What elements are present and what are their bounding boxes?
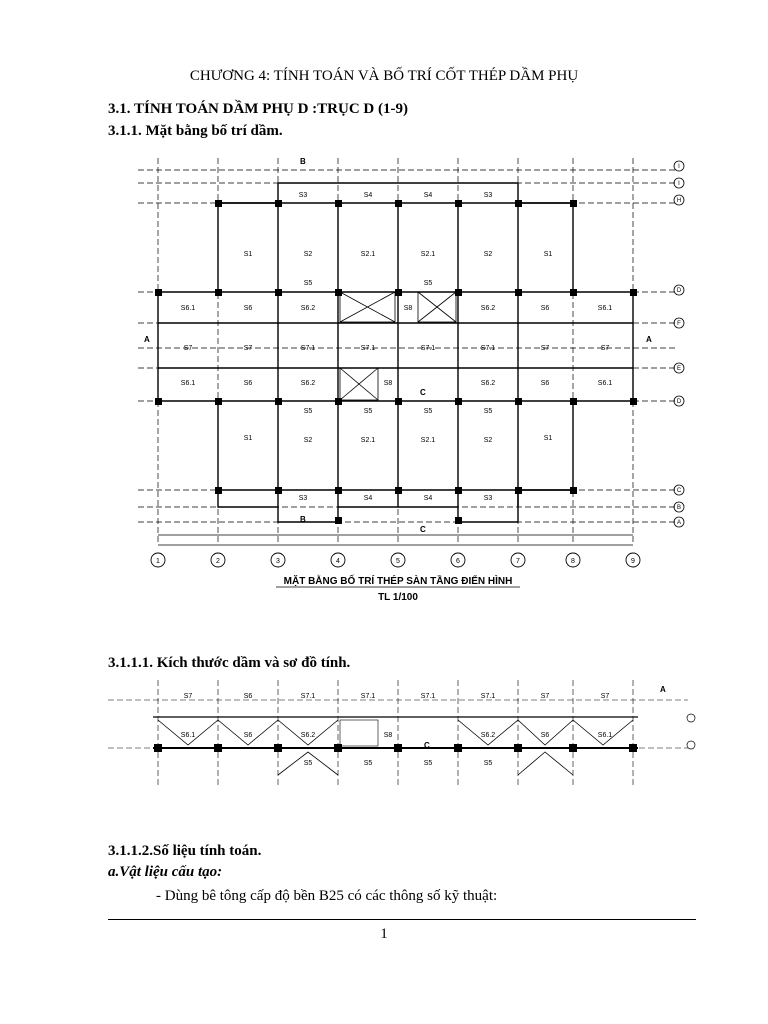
- axis-number: 4: [336, 558, 340, 565]
- slab-label: S4: [363, 192, 373, 199]
- axis-number: 3: [276, 558, 280, 565]
- slab-label: S6.1: [597, 732, 613, 739]
- slab-label: S6: [540, 732, 550, 739]
- plan-caption: MẶT BẰNG BỐ TRÍ THÉP SÀN TẦNG ĐIỂN HÌNH: [283, 576, 513, 587]
- slab-label: S7.1: [360, 693, 376, 700]
- axis-letter: I: [678, 164, 680, 170]
- axis-number: 8: [571, 558, 575, 565]
- section-heading-3-1: 3.1. TÍNH TOÁN DẦM PHỤ D :TRỤC D (1-9): [108, 101, 408, 117]
- section-marker: C: [424, 741, 430, 750]
- axis-number: 2: [216, 558, 220, 565]
- slab-label: S5: [423, 408, 433, 415]
- subheading-materials: a.Vật liệu cấu tạo:: [108, 864, 223, 880]
- slab-label: S8: [383, 732, 393, 739]
- slab-label: S6.1: [180, 732, 196, 739]
- axis-number: 5: [396, 558, 400, 565]
- axis-letter: D: [676, 399, 682, 405]
- slab-label: S6.2: [300, 305, 316, 312]
- slab-label: S3: [298, 192, 308, 199]
- axis-letter: H: [676, 198, 682, 204]
- slab-label: S7.1: [420, 693, 436, 700]
- slab-label: S1: [243, 251, 253, 258]
- slab-label: S1: [543, 251, 553, 258]
- slab-label: S2.1: [420, 437, 436, 444]
- page-number: 1: [380, 926, 388, 942]
- slab-label: S5: [303, 760, 313, 767]
- slab-label: S6.1: [180, 380, 196, 387]
- axis-number: 9: [631, 558, 635, 565]
- slab-label: S8: [383, 380, 393, 387]
- axis-number: 6: [456, 558, 460, 565]
- slab-label: S6: [243, 380, 253, 387]
- paragraph-concrete: - Dùng bê tông cấp độ bền B25 có các thông số kỹ thuật:: [156, 888, 498, 904]
- slab-label: S6: [243, 732, 253, 739]
- slab-label: S7.1: [300, 693, 316, 700]
- slab-label: S5: [303, 280, 313, 287]
- axis-letter: D: [676, 288, 682, 294]
- axis-letter: E: [676, 366, 682, 372]
- slab-label: S3: [298, 495, 308, 502]
- slab-label: S6: [540, 380, 550, 387]
- slab-label: S7.1: [420, 345, 436, 352]
- slab-label: S5: [303, 408, 313, 415]
- slab-label: S7: [600, 693, 610, 700]
- slab-label: S2.1: [420, 251, 436, 258]
- axis-letter: B: [676, 505, 682, 511]
- slab-label: S6.1: [180, 305, 196, 312]
- slab-label: S3: [483, 192, 493, 199]
- slab-label: S5: [363, 760, 373, 767]
- slab-label: S8: [403, 305, 413, 312]
- slab-label: S2.1: [360, 437, 376, 444]
- section-heading-3-1-1-1: 3.1.1.1. Kích thước dầm và sơ đồ tính.: [108, 655, 351, 671]
- slab-label: S2.1: [360, 251, 376, 258]
- section-marker: B: [300, 157, 306, 166]
- axis-number: 7: [516, 558, 520, 565]
- section-marker: A: [660, 685, 666, 694]
- slab-label: S7.1: [360, 345, 376, 352]
- slab-label: S1: [243, 435, 253, 442]
- slab-label: S7.1: [480, 345, 496, 352]
- slab-label: S5: [423, 280, 433, 287]
- beam-scheme-drawing: [108, 680, 698, 790]
- slab-label: S6.1: [597, 305, 613, 312]
- slab-label: S6.2: [300, 380, 316, 387]
- slab-label: S6: [243, 693, 253, 700]
- slab-label: S2: [483, 437, 493, 444]
- slab-label: S2: [303, 437, 313, 444]
- axis-letter: F: [677, 321, 681, 327]
- section-marker: A: [646, 335, 652, 344]
- section-heading-3-1-1-2: 3.1.1.2.Số liệu tính toán.: [108, 843, 262, 859]
- slab-label: S7.1: [480, 693, 496, 700]
- slab-label: S6.2: [480, 380, 496, 387]
- slab-label: S2: [303, 251, 313, 258]
- footer-divider: [108, 919, 696, 920]
- slab-label: S3: [483, 495, 493, 502]
- slab-label: S6.2: [300, 732, 316, 739]
- section-marker: C: [420, 525, 426, 534]
- axis-letter: I: [678, 181, 680, 187]
- axis-letter: C: [676, 488, 682, 494]
- slab-label: S6: [243, 305, 253, 312]
- slab-label: S7: [183, 693, 193, 700]
- axis-letter: A: [676, 520, 682, 526]
- slab-label: S1: [543, 435, 553, 442]
- section-marker: A: [144, 335, 150, 344]
- slab-label: S6.2: [480, 305, 496, 312]
- slab-label: S6.1: [597, 380, 613, 387]
- slab-label: S7: [540, 693, 550, 700]
- slab-label: S7: [600, 345, 610, 352]
- slab-label: S2: [483, 251, 493, 258]
- floor-plan-drawing: [108, 150, 698, 610]
- slab-label: S6.2: [480, 732, 496, 739]
- slab-label: S7: [243, 345, 253, 352]
- slab-label: S7: [540, 345, 550, 352]
- slab-label: S4: [423, 495, 433, 502]
- slab-label: S6: [540, 305, 550, 312]
- chapter-title: CHƯƠNG 4: TÍNH TOÁN VÀ BỐ TRÍ CỐT THÉP DẦM PHỤ: [189, 68, 579, 84]
- slab-label: S5: [483, 760, 493, 767]
- slab-label: S5: [423, 760, 433, 767]
- axis-number: 1: [156, 558, 160, 565]
- slab-label: S5: [483, 408, 493, 415]
- plan-scale: TL 1/100: [378, 592, 418, 603]
- slab-label: S4: [363, 495, 373, 502]
- slab-label: S7.1: [300, 345, 316, 352]
- section-marker: C: [420, 388, 426, 397]
- section-heading-3-1-1: 3.1.1. Mặt bằng bố trí dầm.: [108, 123, 283, 139]
- slab-label: S5: [363, 408, 373, 415]
- section-marker: B: [300, 515, 306, 524]
- slab-label: S4: [423, 192, 433, 199]
- slab-label: S7: [183, 345, 193, 352]
